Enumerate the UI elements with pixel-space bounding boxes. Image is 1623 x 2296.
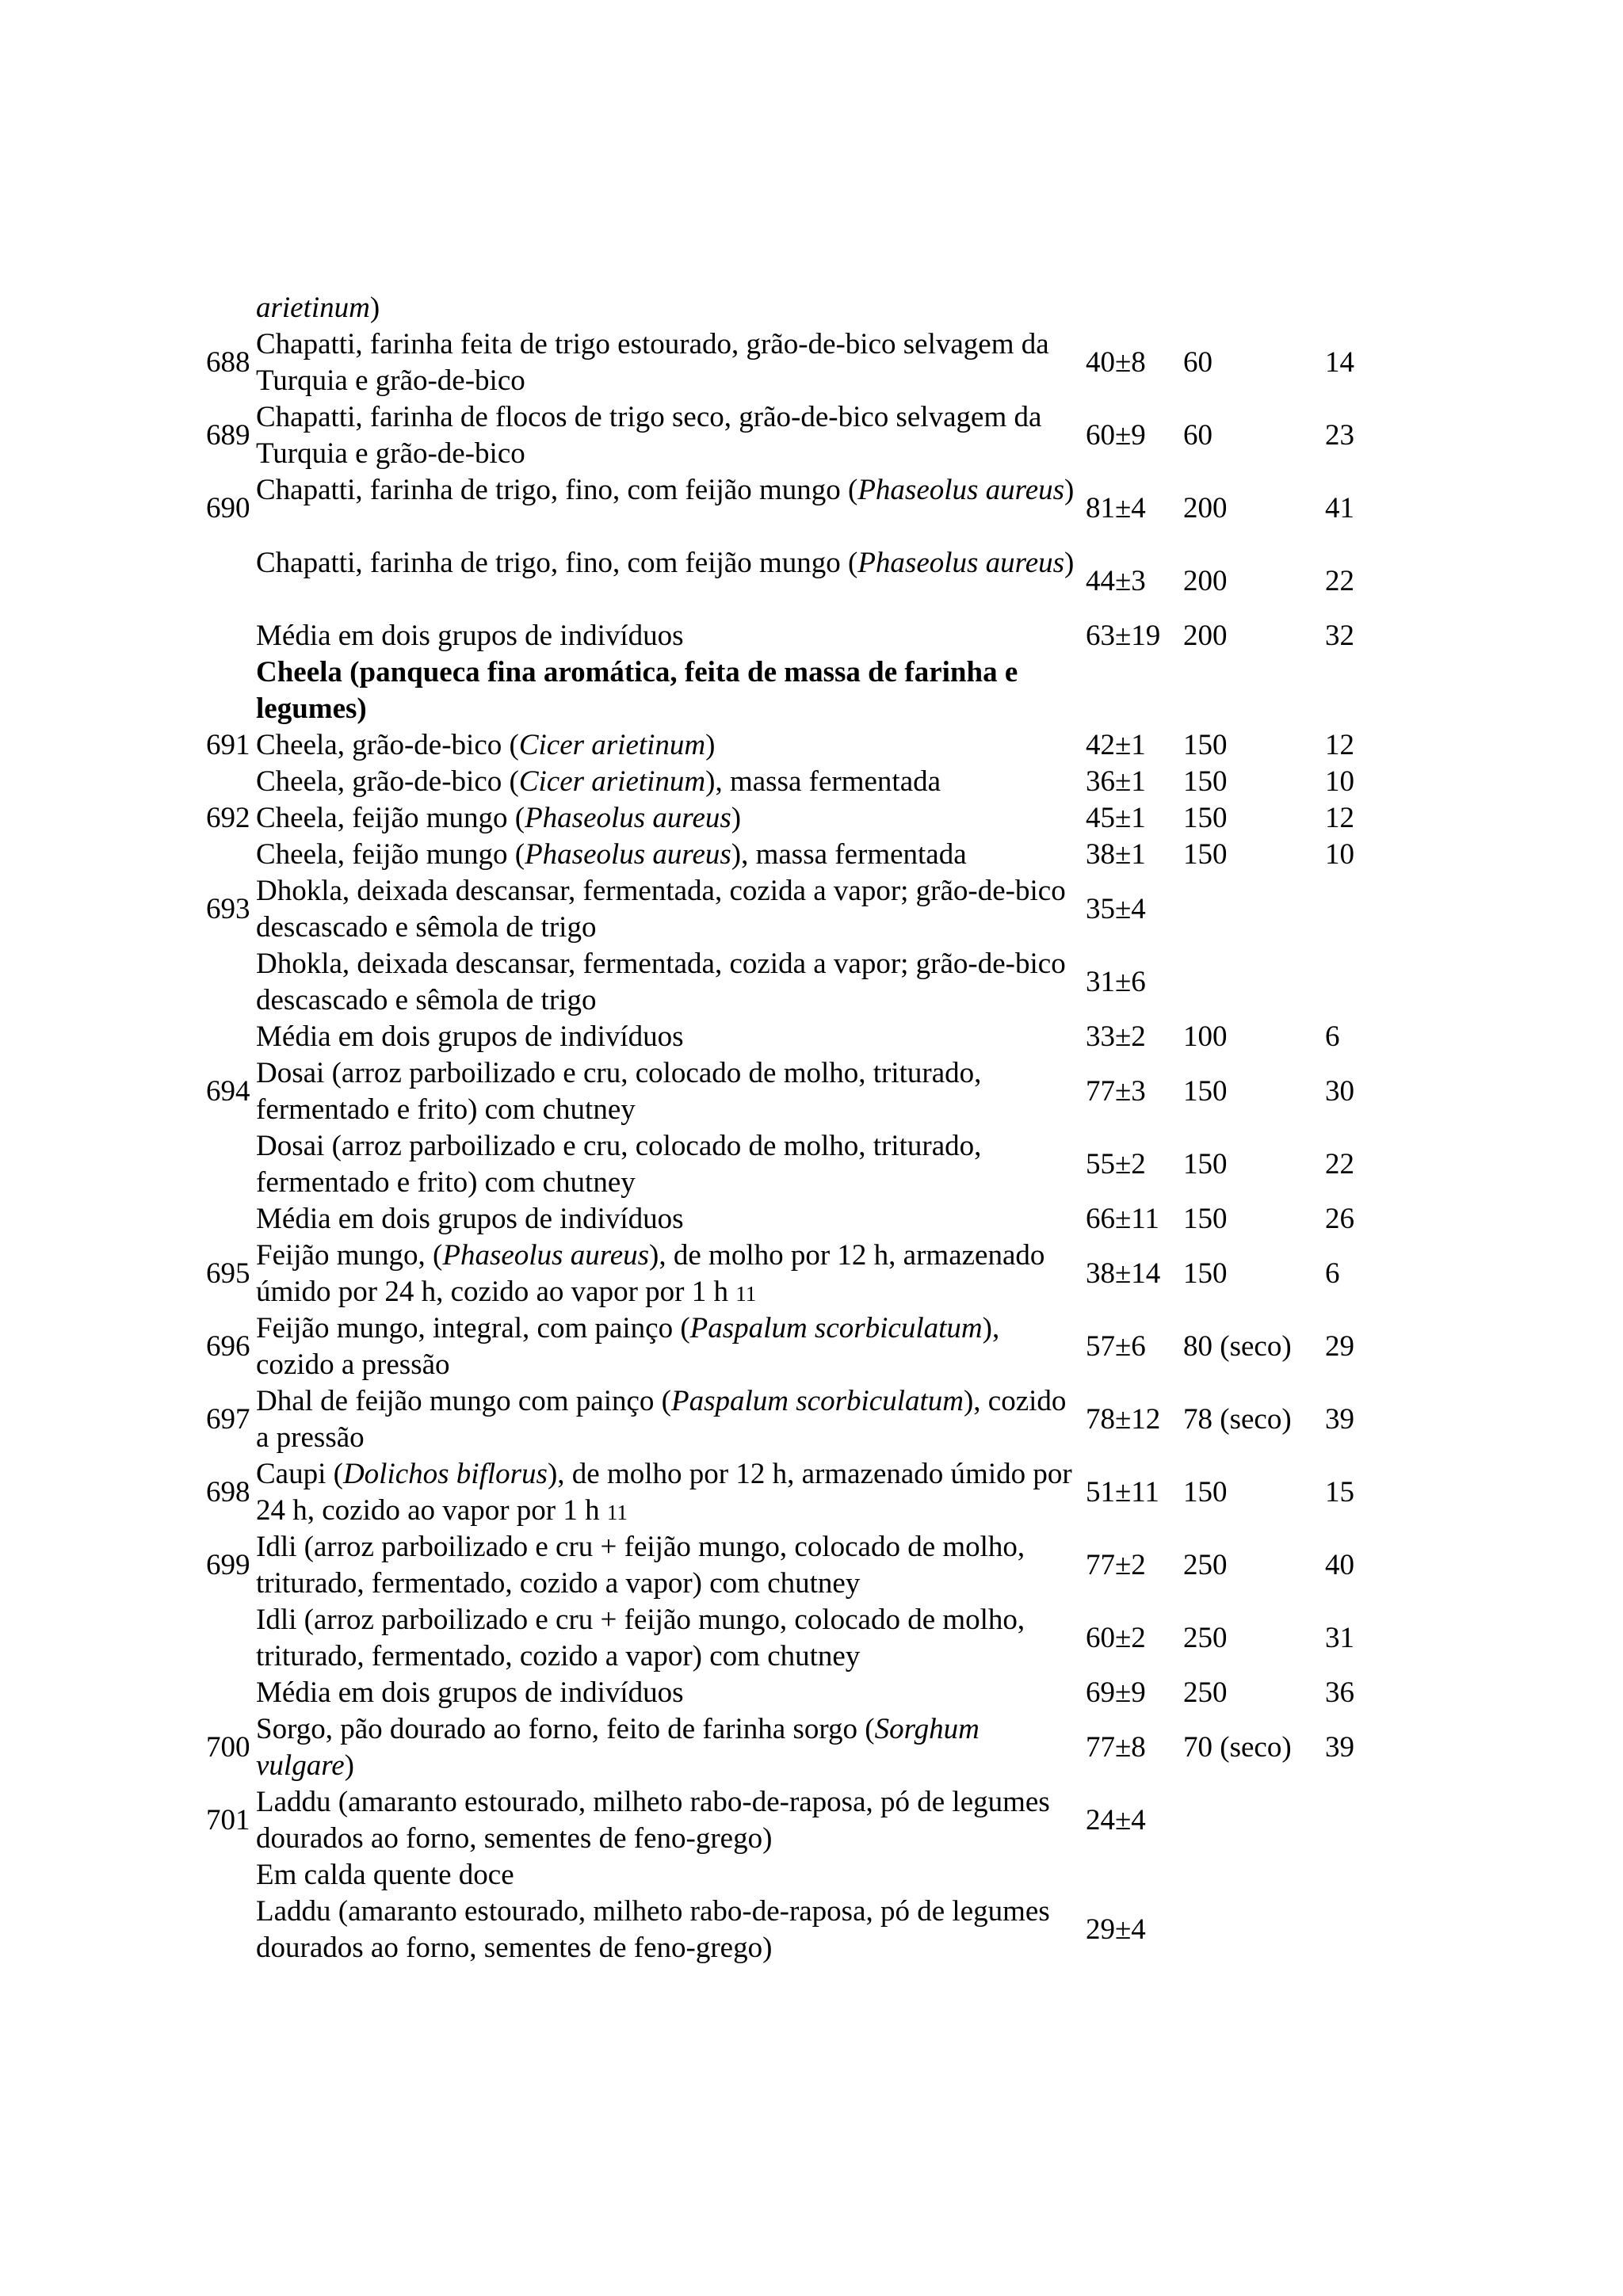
glycemic-load-value: 39 [1325,1403,1354,1436]
glycemic-index-value: 45±1 [1086,802,1146,834]
glycemic-load-value: 22 [1325,1148,1354,1180]
food-description [256,1784,1084,1857]
glycemic-index-value: 24±4 [1086,1804,1146,1836]
glycemic-load-value: 15 [1325,1476,1354,1508]
food-description [256,472,1084,509]
description-text: Em calda quente doce [256,1859,514,1891]
description-text: ), massa fermentada [705,765,941,798]
glycemic-index-value: 42±1 [1086,729,1146,761]
table-row [206,618,1379,654]
table-row [206,1383,1379,1456]
item-number: 692 [206,802,250,834]
description-text: ), massa fermentada [731,838,967,871]
description-text: Chapatti, farinha de flocos de trigo seco, grão-de-bico selvagem da Turquia e grão-de-bico [256,401,1042,470]
glycemic-index-value: 60±2 [1086,1622,1146,1654]
portion-size-value: 100 [1183,1020,1228,1053]
description-text: Cheela, feijão mungo ( [256,838,525,871]
glycemic-index-value: 44±3 [1086,565,1146,597]
food-description [256,1128,1084,1201]
food-description [256,1055,1084,1128]
glycemic-index-value: 66±11 [1086,1203,1159,1235]
glycemic-load-value: 41 [1325,492,1354,524]
table-row [206,399,1379,472]
glycemic-load-value: 23 [1325,419,1354,452]
description-text: Feijão mungo, ( [256,1239,443,1272]
glycemic-index-value: 51±11 [1086,1476,1159,1508]
species-name: Dolichos biflorus [342,1458,548,1490]
table-row [206,1310,1379,1383]
species-name: Sorghum vulgare [256,1713,980,1782]
glycemic-index-value: 63±19 [1086,620,1161,652]
glycemic-index-value: 78±12 [1086,1403,1161,1436]
species-name: Paspalum scorbiculatum [689,1312,983,1344]
item-number: 689 [206,419,250,452]
portion-size-value: 78 (seco) [1183,1403,1292,1436]
table-row [206,1019,1379,1055]
description-text: ), de molho por 12 h, armazenado úmido por 24 h, cozido ao vapor por 1 h [256,1239,1045,1308]
table-row [206,1711,1379,1784]
glycemic-index-value: 69±9 [1086,1676,1146,1709]
description-text: Média em dois grupos de indivíduos [256,1203,684,1235]
species-name: Phaseolus aureus [442,1239,650,1272]
glycemic-load-value: 22 [1325,565,1354,597]
description-text: Laddu (amaranto estourado, milheto rabo-de-raposa, pó de legumes dourados ao forno, sementes de feno-grego) [256,1895,1050,1964]
food-description [256,837,1084,873]
species-name: Phaseolus aureus [857,547,1065,579]
table-row [206,764,1379,800]
table-row [206,472,1379,545]
description-text: ) [344,1749,354,1782]
food-description [256,1019,1084,1055]
description-text: Feijão mungo, integral, com painço ( [256,1312,690,1344]
food-description [256,1894,1084,1966]
table-row [206,1857,1379,1894]
food-description [256,545,1084,582]
glycemic-load-value: 12 [1325,802,1354,834]
description-text: Dhal de feijão mungo com painço ( [256,1385,671,1417]
table-row [206,1456,1379,1529]
description-text: ) [705,729,716,761]
food-description [256,1310,1084,1383]
description-text: ), cozido a pressão [256,1312,1000,1381]
glycemic-load-value: 36 [1325,1676,1354,1709]
glycemic-load-value: 40 [1325,1549,1354,1581]
portion-size-value: 250 [1183,1676,1228,1709]
table-row [206,1128,1379,1201]
table-row [206,1675,1379,1711]
description-text: Dhokla, deixada descansar, fermentada, cozida a vapor; grão-de-bico descascado e sêmola de trigo [256,875,1066,944]
table-row [206,1602,1379,1675]
glycemic-load-value: 32 [1325,620,1354,652]
portion-size-value: 200 [1183,565,1228,597]
description-text: Idli (arroz parboilizado e cru + feijão mungo, colocado de molho, triturado, fermentado, cozido a vapor) com chutney [256,1531,1025,1600]
description-text: Cheela, grão-de-bico ( [256,765,519,798]
portion-size-value: 80 (seco) [1183,1330,1292,1363]
glycemic-load-value: 6 [1325,1020,1340,1053]
description-text: ) [1064,474,1075,506]
glycemic-index-value: 31±6 [1086,966,1146,998]
food-description [256,654,1084,727]
food-description [256,1711,1084,1784]
portion-size-value: 150 [1183,765,1228,798]
description-text: Média em dois grupos de indivíduos [256,1020,684,1053]
glycemic-index-value: 40±8 [1086,346,1146,379]
food-description [256,618,1084,654]
description-text: 11 [735,1282,757,1306]
glycemic-load-value: 30 [1325,1075,1354,1108]
portion-size-value: 200 [1183,620,1228,652]
food-description [256,1383,1084,1456]
description-text: Chapatti, farinha de trigo, fino, com feijão mungo ( [256,547,858,579]
glycemic-index-value: 77±2 [1086,1549,1146,1581]
species-name: Phaseolus aureus [525,802,731,834]
glycemic-load-value: 12 [1325,729,1354,761]
glycemic-index-value: 33±2 [1086,1020,1146,1053]
table-row [206,837,1379,873]
portion-size-value: 60 [1183,346,1212,379]
food-description [256,764,1084,800]
description-text: ) [731,802,742,834]
description-text: 11 [606,1501,628,1524]
item-number: 701 [206,1804,250,1836]
description-text: ), cozido a pressão [256,1385,1067,1454]
description-text: Idli (arroz parboilizado e cru + feijão mungo, colocado de molho, triturado, fermentado, cozido a vapor) com chutney [256,1604,1025,1672]
food-description [256,946,1084,1019]
table-row [206,800,1379,837]
glycemic-index-value: 55±2 [1086,1148,1146,1180]
description-text: ), de molho por 12 h, armazenado úmido por 24 h, cozido ao vapor por 1 h [256,1458,1072,1527]
item-number: 697 [206,1403,250,1436]
species-name: arietinum [256,292,370,324]
glycemic-index-value: 29±4 [1086,1913,1146,1946]
glycemic-index-value: 60±9 [1086,419,1146,452]
description-text: Média em dois grupos de indivíduos [256,1676,684,1709]
description-text: ) [1064,547,1075,579]
description-text: Dosai (arroz parboilizado e cru, colocado de molho, triturado, fermentado e frito) com chutney [256,1130,982,1199]
item-number: 688 [206,346,250,379]
food-description [256,1675,1084,1711]
item-number: 694 [206,1075,250,1108]
table-row [206,326,1379,399]
description-text: Chapatti, farinha feita de trigo estourado, grão-de-bico selvagem da Turquia e grão-de-bico [256,328,1049,397]
food-description [256,1201,1084,1238]
table-row [206,1055,1379,1128]
glycemic-load-value: 14 [1325,346,1354,379]
glycemic-load-value: 10 [1325,838,1354,871]
description-text: ) [369,292,380,324]
portion-size-value: 150 [1183,802,1228,834]
glycemic-index-value: 38±1 [1086,838,1146,871]
description-text: Média em dois grupos de indivíduos [256,620,684,652]
table-row [206,1784,1379,1857]
glycemic-load-value: 10 [1325,765,1354,798]
glycemic-index-value: 38±14 [1086,1257,1161,1290]
item-number: 690 [206,492,250,524]
glycemic-load-value: 26 [1325,1203,1354,1235]
portion-size-value: 150 [1183,1476,1228,1508]
food-description [256,727,1084,764]
food-description [256,1456,1084,1531]
item-number: 699 [206,1549,250,1581]
table-row [206,727,1379,764]
glycemic-index-value: 77±3 [1086,1075,1146,1108]
description-text: Cheela, feijão mungo ( [256,802,525,834]
description-text: Cheela, grão-de-bico ( [256,729,519,761]
table-row [206,946,1379,1019]
portion-size-value: 150 [1183,1075,1228,1108]
food-description [256,1857,1084,1894]
species-name: Paspalum scorbiculatum [671,1385,964,1417]
species-name: Phaseolus aureus [857,474,1065,506]
species-name: Phaseolus aureus [525,838,731,871]
glycemic-load-value: 31 [1325,1622,1354,1654]
description-text: Cheela (panqueca fina aromática, feita de massa de farinha e legumes) [256,656,1018,725]
table-row [206,545,1379,618]
food-description [256,1238,1084,1312]
food-description [256,800,1084,837]
species-name: Cicer arietinum [518,729,706,761]
table-row [206,1529,1379,1602]
food-description [256,399,1084,472]
description-text: Dosai (arroz parboilizado e cru, colocado de molho, triturado, fermentado e frito) com chutney [256,1057,982,1126]
portion-size-value: 150 [1183,729,1228,761]
table-row [206,1894,1379,1966]
glycemic-index-value: 57±6 [1086,1330,1146,1363]
food-description [256,326,1084,399]
description-text: Laddu (amaranto estourado, milheto rabo-de-raposa, pó de legumes dourados ao forno, sementes de feno-grego) [256,1786,1050,1855]
food-description [256,1529,1084,1602]
item-number: 698 [206,1476,250,1508]
description-text: Dhokla, deixada descansar, fermentada, cozida a vapor; grão-de-bico descascado e sêmola de trigo [256,948,1066,1016]
item-number: 691 [206,729,250,761]
glycemic-index-value: 77±8 [1086,1731,1146,1764]
table-row [206,1201,1379,1238]
portion-size-value: 150 [1183,1203,1228,1235]
glycemic-load-value: 39 [1325,1731,1354,1764]
portion-size-value: 60 [1183,419,1212,452]
item-number: 695 [206,1257,250,1290]
glycemic-index-value: 81±4 [1086,492,1146,524]
portion-size-value: 150 [1183,1148,1228,1180]
portion-size-value: 200 [1183,492,1228,524]
food-description [256,873,1084,946]
description-text: Caupi ( [256,1458,343,1490]
item-number: 700 [206,1731,250,1764]
description-text: Sorgo, pão dourado ao forno, feito de farinha sorgo ( [256,1713,875,1745]
portion-size-value: 70 (seco) [1183,1731,1292,1764]
description-text: Chapatti, farinha de trigo, fino, com feijão mungo ( [256,474,858,506]
item-number: 696 [206,1330,250,1363]
food-description [256,290,1084,326]
glycemic-load-value: 6 [1325,1257,1340,1290]
glycemic-index-value: 35±4 [1086,893,1146,925]
item-number: 693 [206,893,250,925]
portion-size-value: 150 [1183,838,1228,871]
food-description [256,1602,1084,1675]
table-row [206,654,1379,727]
portion-size-value: 150 [1183,1257,1228,1290]
portion-size-value: 250 [1183,1549,1228,1581]
glycemic-index-value: 36±1 [1086,765,1146,798]
species-name: Cicer arietinum [518,765,706,798]
table-row [206,290,1379,326]
glycemic-load-value: 29 [1325,1330,1354,1363]
portion-size-value: 250 [1183,1622,1228,1654]
table-row [206,1238,1379,1310]
table-row [206,873,1379,946]
